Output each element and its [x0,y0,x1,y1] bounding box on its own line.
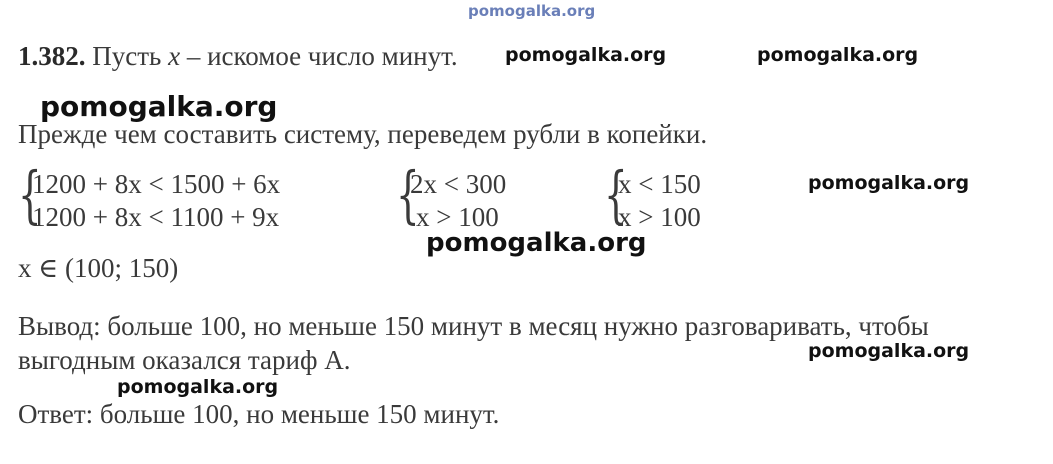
inequality-system-1 [18,158,378,238]
problem-number: 1.382. [18,41,86,71]
intro-text: Прежде чем составить систему, переведем рубли в копейки. [18,119,708,149]
problem-intro-before: Пусть [85,41,169,71]
answer-line: Ответ: больше 100, но меньше 150 минут. [18,399,500,429]
system-2-row-1: 2x < 300 [410,169,507,199]
problem-statement [18,40,458,72]
conclusion-line-1: Вывод: больше 100, но меньше 150 минут в месяц нужно разговаривать, чтобы [18,311,929,341]
watermark-4: pomogalka.org [808,172,970,194]
system-1-row-2: 1200 + 8x < 1100 + 9x [32,202,280,232]
system-3-row-1: x < 150 [618,169,701,199]
conclusion-line-2: выгодным оказался тариф А. [18,345,351,375]
watermark-1: pomogalka.org [505,44,667,66]
problem-intro-after: – искомое число минут. [180,41,458,71]
watermark-5: pomogalka.org [426,228,647,258]
system-2-row-2: x > 100 [416,202,499,232]
system-1-row-1: 1200 + 8x < 1500 + 6x [32,169,281,199]
system-brace: { [396,158,420,231]
watermark-2: pomogalka.org [757,44,919,66]
system-brace: { [18,158,42,231]
system-3-row-2: x > 100 [618,202,701,232]
system-brace: { [604,158,628,231]
watermark-3: pomogalka.org [40,90,278,123]
problem-variable: x [168,41,181,71]
watermark-6: pomogalka.org [808,340,970,362]
watermark-7: pomogalka.org [117,376,279,398]
solution-interval: x ∈ (100; 150) [18,253,179,283]
watermark-top: pomogalka.org [468,2,596,20]
